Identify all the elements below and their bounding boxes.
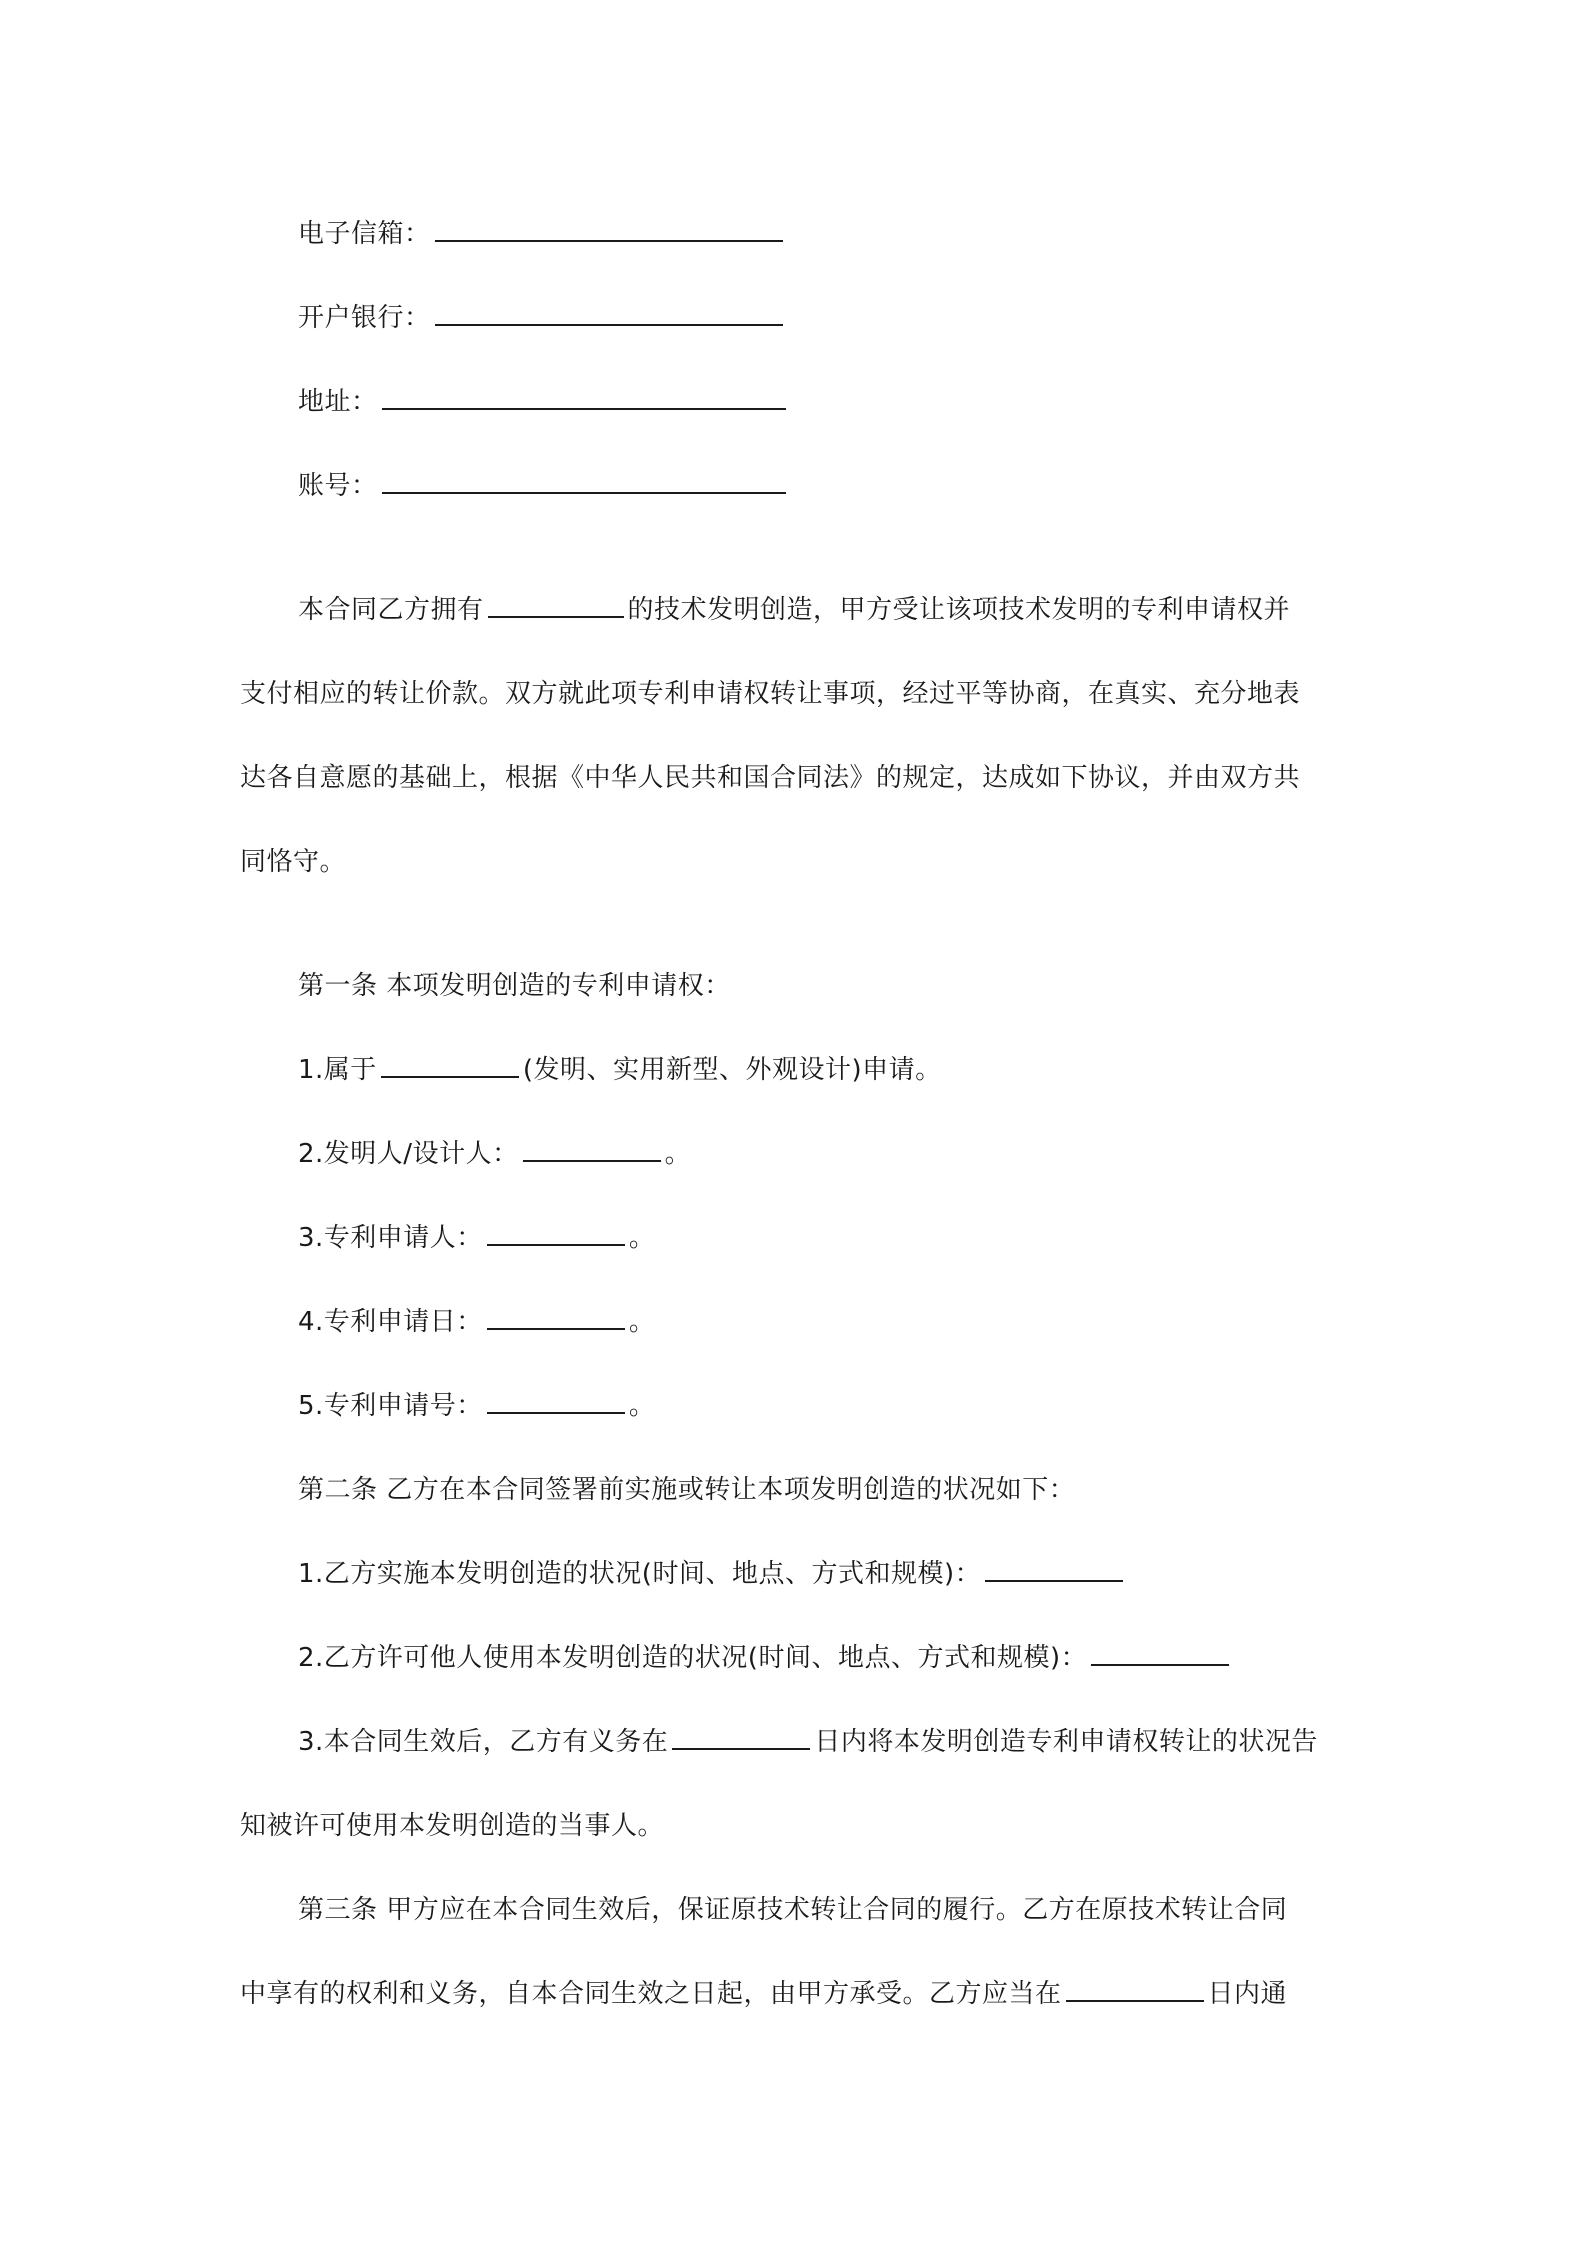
item-period: 。: [628, 1223, 656, 1253]
type-blank: [381, 1050, 519, 1078]
bank-blank: [435, 298, 783, 326]
notify-days-blank: [1066, 1974, 1204, 2002]
intro-line-2: 支付相应的转让价款。双方就此项专利申请权转让事项，经过平等协商，在真实、充分地表: [240, 679, 1301, 709]
item-text: 2.乙方许可他人使用本发明创造的状况(时间、地点、方式和规模)：: [298, 1643, 1088, 1673]
item-text: 1.属于: [298, 1055, 377, 1085]
item-text: 中享有的权利和义务，自本合同生效之日起，由甲方承受。乙方应当在: [240, 1979, 1062, 2009]
intro-text: 的技术发明创造，甲方受让该项技术发明的专利申请权并: [627, 595, 1291, 625]
item-text: 2.发明人/设计人：: [298, 1139, 519, 1169]
item-text: 日内将本发明创造专利申请权转让的状况告: [814, 1727, 1318, 1757]
intro-line-4: 同恪守。: [240, 847, 347, 877]
article1-title: 第一条 本项发明创造的专利申请权：: [298, 971, 731, 1001]
article2-item2: [298, 1638, 1233, 1678]
article1-item5: [298, 1386, 655, 1426]
item-text: 3.本合同生效后，乙方有义务在: [298, 1727, 669, 1757]
account-blank: [382, 466, 786, 494]
item-text: 日内通: [1207, 1979, 1288, 2009]
item-text: 3.专利申请人：: [298, 1223, 483, 1253]
bank-field: [298, 298, 787, 338]
article1-item4: [298, 1302, 655, 1342]
inventor-blank: [523, 1134, 661, 1162]
article3-line-1: 第三条 甲方应在本合同生效后，保证原技术转让合同的履行。乙方在原技术转让合同: [298, 1895, 1288, 1925]
account-field: [298, 466, 790, 506]
intro-text: 本合同乙方拥有: [298, 595, 484, 625]
address-blank: [382, 382, 786, 410]
account-label: 账号：: [298, 471, 378, 501]
article2-item1: [298, 1554, 1127, 1594]
implementation-blank: [985, 1554, 1123, 1582]
article1-item2: [298, 1134, 691, 1174]
item-text: 1.乙方实施本发明创造的状况(时间、地点、方式和规模)：: [298, 1559, 982, 1589]
intro-line-1: [298, 590, 1290, 630]
intro-line-3: 达各自意愿的基础上，根据《中华人民共和国合同法》的规定，达成如下协议，并由双方共: [240, 763, 1301, 793]
item-text: 4.专利申请日：: [298, 1307, 483, 1337]
address-label: 地址：: [298, 387, 378, 417]
article2-item3: [298, 1722, 1318, 1762]
article2-title: 第二条 乙方在本合同签署前实施或转让本项发明创造的状况如下：: [298, 1475, 1076, 1505]
item-text: (发明、实用新型、外观设计)申请。: [522, 1055, 942, 1085]
license-blank: [1091, 1638, 1229, 1666]
item-period: 。: [628, 1391, 656, 1421]
article2-item3-cont: 知被许可使用本发明创造的当事人。: [240, 1811, 665, 1841]
item-text: 5.专利申请号：: [298, 1391, 483, 1421]
number-blank: [487, 1386, 625, 1414]
invention-blank: [488, 590, 624, 618]
article1-item3: [298, 1218, 655, 1258]
article1-item1: [298, 1050, 942, 1090]
item-period: 。: [664, 1139, 692, 1169]
date-blank: [487, 1302, 625, 1330]
article3-line-2: [240, 1974, 1287, 2014]
email-field: [298, 214, 787, 254]
item-period: 。: [628, 1307, 656, 1337]
address-field: [298, 382, 790, 422]
bank-label: 开户银行：: [298, 303, 431, 333]
email-label: 电子信箱：: [298, 219, 431, 249]
email-blank: [435, 214, 783, 242]
days-blank: [672, 1722, 810, 1750]
applicant-blank: [487, 1218, 625, 1246]
